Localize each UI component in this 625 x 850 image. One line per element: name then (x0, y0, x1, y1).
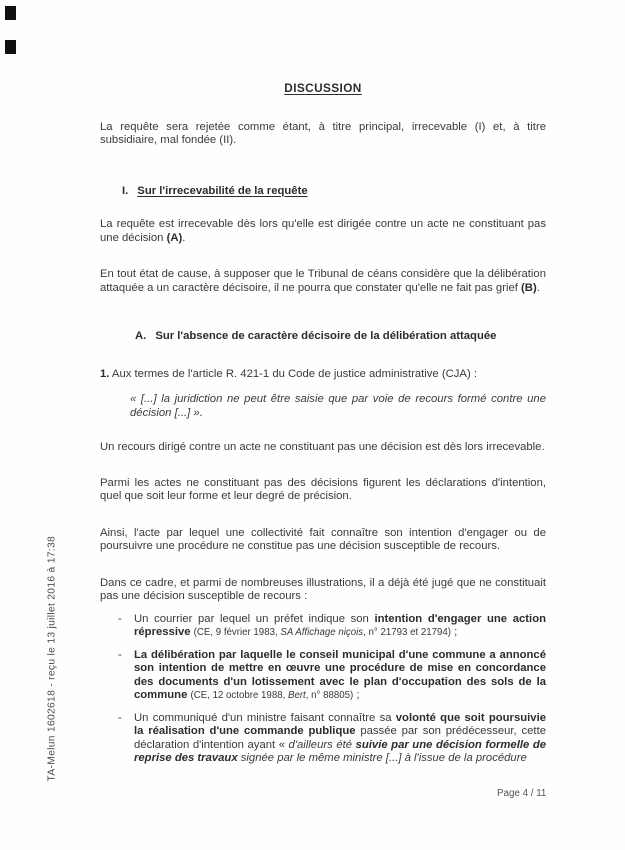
bullet-dash-icon: - (118, 711, 122, 724)
section-title: Sur l'irrecevabilité de la requête (137, 184, 308, 197)
list-item (118, 613, 546, 640)
paragraph-ainsi: Ainsi, l'acte par lequel une collectivité fait connaître son intention d'engager ou de poursuivre une procédure ne constitue pas une décision susceptible de recours. (100, 526, 546, 552)
court-reception-stamp: TA-Melun 1602618 - reçu le 13 juillet 2016 à 17:38 (46, 536, 58, 782)
paragraph-parmi: Parmi les actes ne constituant pas des décisions figurent les déclarations d'intention, quel que soit leur forme et leur degré de précision. (100, 476, 546, 502)
paragraph-recours: Un recours dirigé contre un acte ne constituant pas une décision est dès lors irrecevable. (100, 441, 545, 453)
case-law-list (100, 613, 546, 766)
scan-registration-mark-icon (5, 40, 16, 54)
list-item-text: La délibération par laquelle le conseil municipal d'une commune a annoncé son intention de mettre en œuvre une procédure de mise en concordance des documents d'un lotissement avec le plan d'occupation des sols de la commune (CE, 12 octobre 1988, Bert, n° 88805) ; (134, 648, 546, 701)
section-heading-irrecevabilite (122, 185, 546, 199)
scan-registration-mark-icon (5, 6, 16, 20)
document-title: DISCUSSION (284, 81, 362, 95)
list-item-text: Un communiqué d'un ministre faisant connaître sa volonté que soit poursuivie la réalisation d'une commande publique passée par son prédécesseur, cette déclaration d'intention ayant « d'ailleurs été suivie par une décision formelle de reprise des travaux signée par le même ministre [...] à l'issue de la procédure (134, 711, 547, 764)
list-item-text: Un courrier par lequel un préfet indique son intention d'engager une action répressive (CE, 9 février 1983, SA Affichage niçois, n° 21793 et 21794) ; (134, 612, 546, 638)
bullet-dash-icon: - (118, 648, 122, 661)
subsection-heading-absence-caractere (135, 330, 546, 344)
paragraph-cadre: Dans ce cadre, et parmi de nombreuses illustrations, il a déjà été jugé que ne constituait pas une décision susceptible de recours : (100, 576, 546, 602)
paragraph-tribunal: En tout état de cause, à supposer que le Tribunal de céans considère que la délibération attaquée a un caractère décisoire, il ne pourra que constater qu'elle ne fait pas grief (B). (100, 268, 546, 294)
list-item (118, 649, 546, 703)
section-number: I. (122, 184, 129, 197)
subsection-number: A. (135, 330, 147, 342)
paragraph-aux-termes: 1. Aux termes de l'article R. 421-1 du Code de justice administrative (CJA) : (100, 367, 478, 380)
paragraph-irrecevable: La requête est irrecevable dès lors qu'elle est dirigée contre un acte ne constituant pas une décision (A). (100, 218, 546, 244)
legal-quote: « [...] la juridiction ne peut être saisie que par voie de recours formé contre une décision [...] ». (130, 393, 546, 419)
bullet-dash-icon: - (118, 612, 122, 625)
page-number: Page 4 / 11 (497, 788, 547, 799)
document-body (100, 82, 546, 766)
subsection-title: Sur l'absence de caractère décisoire de la délibération attaquée (155, 330, 497, 342)
intro-paragraph: La requête sera rejetée comme étant, à titre principal, irrecevable (I) et, à titre subsidiaire, mal fondée (II). (100, 120, 546, 146)
list-item (118, 712, 546, 766)
